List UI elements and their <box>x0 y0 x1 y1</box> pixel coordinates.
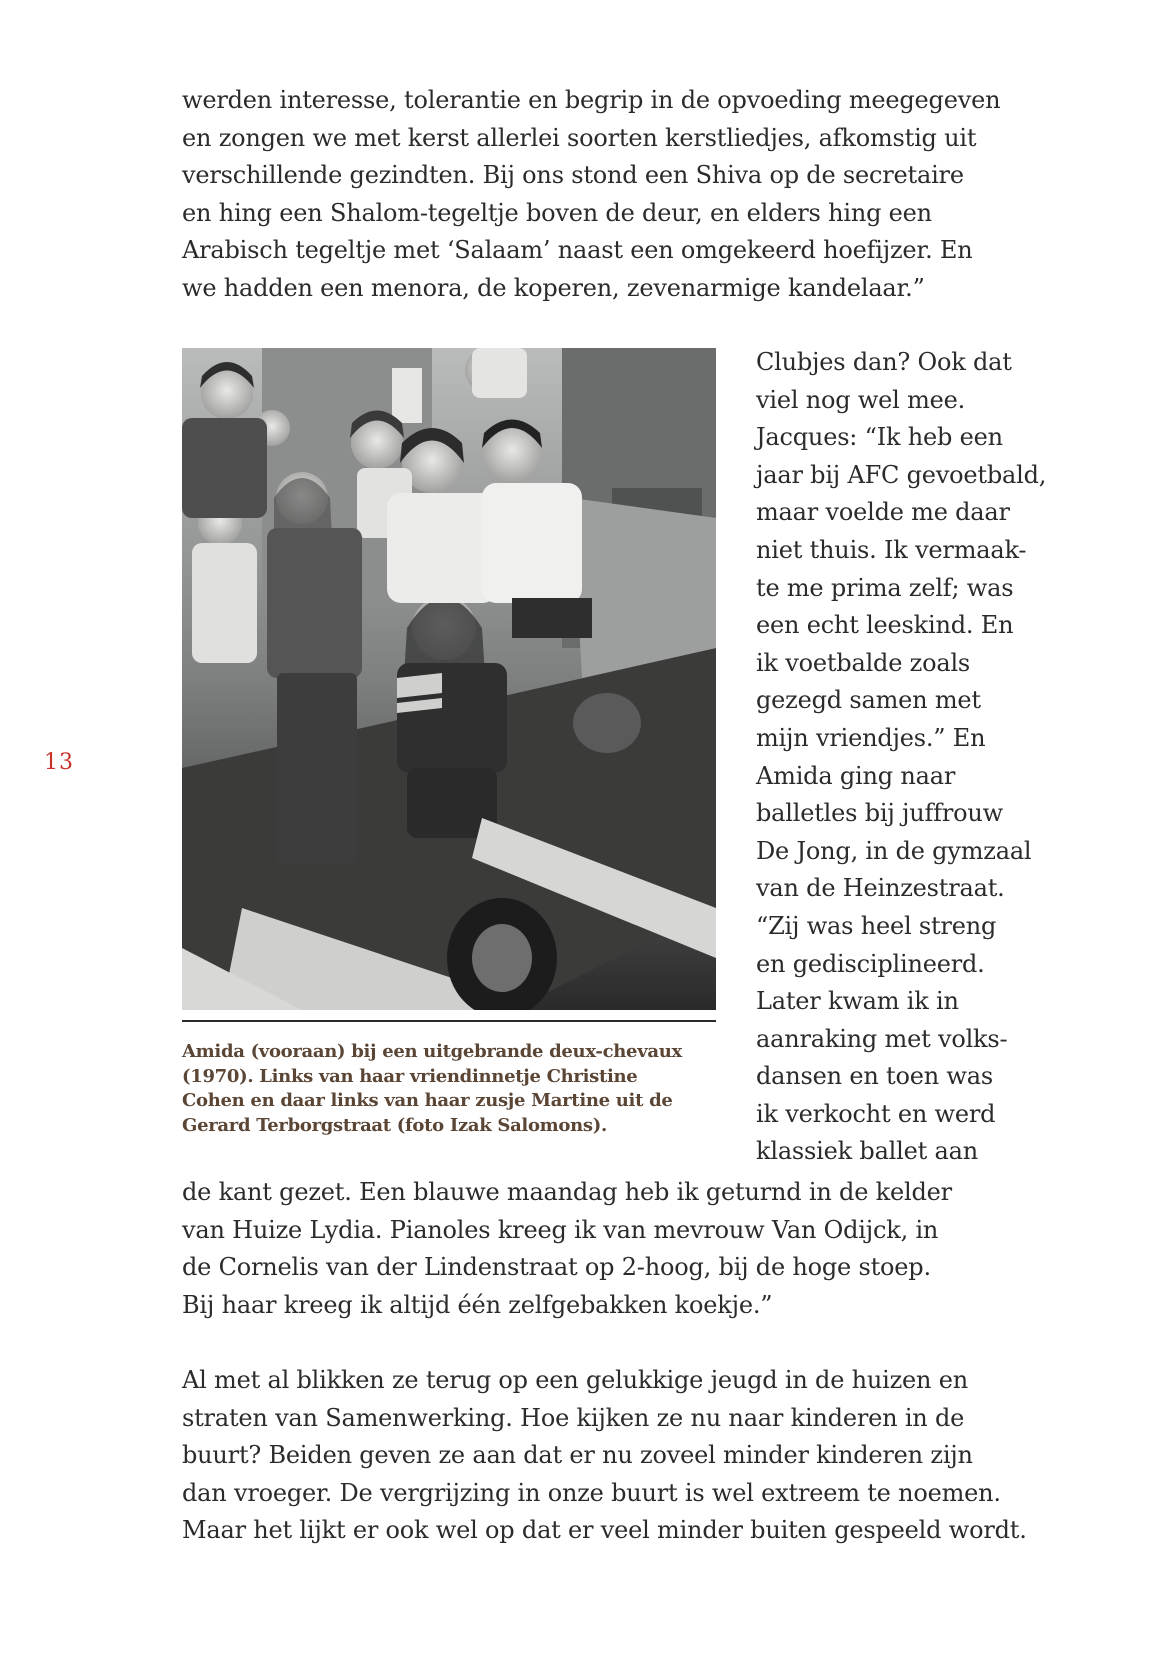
text-line: jaar bij AFC gevoetbald, <box>756 460 1047 489</box>
text-line: Arabisch tegeltje met ‘Salaam’ naast een omgekeerd hoefijzer. En <box>182 236 973 265</box>
photo <box>182 348 716 1010</box>
caption-line: (1970). Links van haar vriendinnetje Christine <box>182 1065 638 1087</box>
text-line: gezegd samen met <box>756 686 981 715</box>
text-line: we hadden een menora, de koperen, zevenarmige kandelaar.” <box>182 273 925 302</box>
photo-children-on-burnt-car-icon <box>182 348 716 1010</box>
text-line: maar voelde me daar <box>756 498 1010 527</box>
page-number: 13 <box>44 750 74 775</box>
text-line: aanraking met volks- <box>756 1024 1008 1053</box>
text-line: De Jong, in de gymzaal <box>756 836 1032 865</box>
text-line: ik voetbalde zoals <box>756 648 971 677</box>
caption-line: Gerard Terborgstraat (foto Izak Salomons). <box>182 1114 607 1136</box>
text-line: van Huize Lydia. Pianoles kreeg ik van mevrouw Van Odijck, in <box>182 1215 939 1244</box>
text-line: klassiek ballet aan <box>756 1137 978 1166</box>
text-line: verschillende gezindten. Bij ons stond een Shiva op de secretaire <box>182 161 964 190</box>
text-line: straten van Samenwerking. Hoe kijken ze nu naar kinderen in de <box>182 1403 965 1432</box>
text-line: en hing een Shalom-tegeltje boven de deur, en elders hing een <box>182 198 932 227</box>
text-line: Clubjes dan? Ook dat <box>756 348 1012 376</box>
text-line: ik verkocht en werd <box>756 1099 996 1128</box>
text-line: niet thuis. Ik vermaak- <box>756 535 1027 564</box>
text-line: en gedisciplineerd. <box>756 949 985 978</box>
top-paragraph <box>182 82 1062 308</box>
text-line: Bij haar kreeg ik altijd één zelfgebakken koekje.” <box>182 1290 773 1319</box>
text-line: dan vroeger. De vergrijzing in onze buurt is wel extreem te noemen. <box>182 1478 1001 1507</box>
text-line: viel nog wel mee. <box>756 385 966 414</box>
text-line: balletles bij juffrouw <box>756 799 1003 828</box>
text-line: buurt? Beiden geven ze aan dat er nu zoveel minder kinderen zijn <box>182 1441 973 1470</box>
right-column-text <box>756 344 1056 1171</box>
text-line: de kant gezet. Een blauwe maandag heb ik geturnd in de kelder <box>182 1178 952 1206</box>
text-line: mijn vriendjes.” En <box>756 723 986 752</box>
final-paragraph <box>182 1362 1062 1550</box>
photo-caption <box>182 1040 722 1138</box>
text-line: en zongen we met kerst allerlei soorten kerstliedjes, afkomstig uit <box>182 123 977 152</box>
text-line: Later kwam ik in <box>756 987 959 1016</box>
text-line: de Cornelis van der Lindenstraat op 2-hoog, bij de hoge stoep. <box>182 1253 931 1282</box>
text-line: werden interesse, tolerantie en begrip in de opvoeding meegegeven <box>182 86 1001 114</box>
text-line: een echt leeskind. En <box>756 611 1014 640</box>
text-line: van de Heinzestraat. <box>756 874 1005 903</box>
lower-paragraph <box>182 1174 1062 1324</box>
text-line: dansen en toen was <box>756 1062 993 1091</box>
text-line: Maar het lijkt er ook wel op dat er veel minder buiten gespeeld wordt. <box>182 1516 1027 1545</box>
caption-divider <box>182 1020 716 1022</box>
text-line: te me prima zelf; was <box>756 573 1014 602</box>
text-line: Amida ging naar <box>756 761 956 790</box>
text-line: “Zij was heel streng <box>756 911 997 940</box>
caption-line: Cohen en daar links van haar zusje Martine uit de <box>182 1090 673 1111</box>
caption-line: Amida (vooraan) bij een uitgebrande deux-chevaux <box>182 1041 682 1062</box>
text-line: Al met al blikken ze terug op een gelukkige jeugd in de huizen en <box>182 1366 969 1394</box>
text-line: Jacques: “Ik heb een <box>756 423 1003 452</box>
